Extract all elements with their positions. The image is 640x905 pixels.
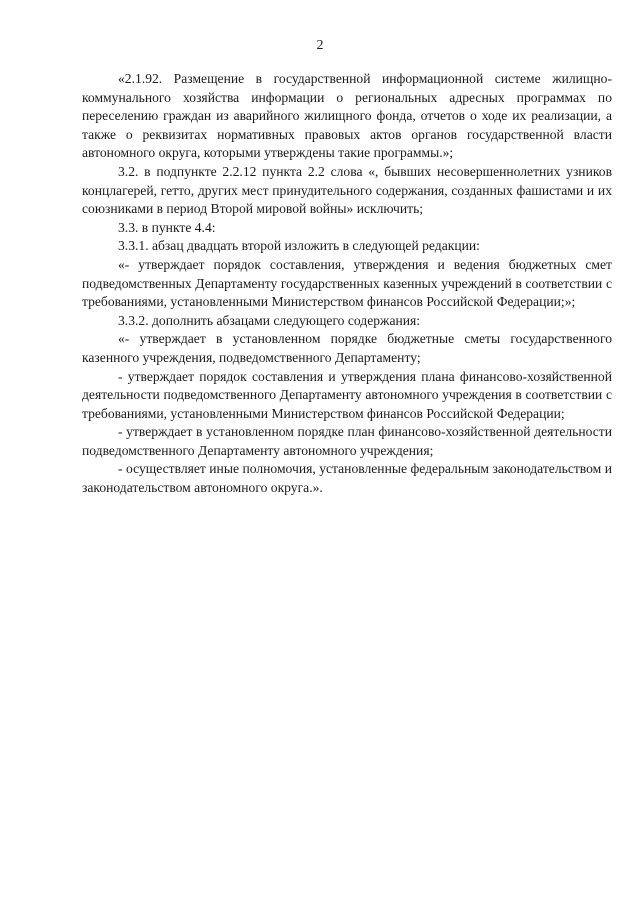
paragraph-3-3-1-text: «- утверждает порядок составления, утверждения и ведения бюджетных смет подведомственных Департаменту государственных казенных учреждений в соответствии с требованиями, установленными Министерством финансов Российской Федерации;»; [82,256,612,310]
paragraph-budget-estimates: «- утверждает в установленном порядке бюджетные сметы государственного казенного учреждения, подведомственного Департаменту; [82,331,612,365]
paragraph-3-3-2: 3.3.2. дополнить абзацами следующего содержания: [118,312,421,328]
document-body [82,70,612,498]
paragraph-plan-procedure: - утверждает порядок составления и утверждения плана финансово-хозяйственной деятельности подведомственного Департаменту автономного учреждения в соответствии с требованиями, установленными Министерством финансов Российской Федерации; [82,368,612,421]
paragraph-3-3-1: 3.3.1. абзац двадцать второй изложить в следующей редакции: [118,238,480,254]
paragraph-plan-approval: - утверждает в установленном порядке план финансово-хозяйственной деятельности подведомственного Департаменту автономного учреждения; [82,424,612,458]
paragraph-other-powers: - осуществляет иные полномочия, установленные федеральным законодательством и законодательством автономного округа.». [82,461,612,496]
page-number: 2 [316,38,324,53]
paragraph-2-1-92: «2.1.92. Размещение в государственной информационной системе жилищно-коммунального хозяйства информации о региональных адресных программах по переселению граждан из аварийного жилищного фонда, отчетов о ходе их реализации, а также о реквизитах нормативных правовых актов органов государственной власти автономного округа, которыми утверждены такие программы.»; [82,71,612,161]
paragraph-3-2: 3.2. в подпункте 2.2.12 пункта 2.2 слова «, бывших несовершеннолетних узников концлагерей, гетто, других мест принудительного содержания, созданных фашистами и их союзниками в период Второй мировой войны» исключить; [82,163,612,217]
paragraph-3-3: 3.3. в пункте 4.4: [118,219,216,235]
